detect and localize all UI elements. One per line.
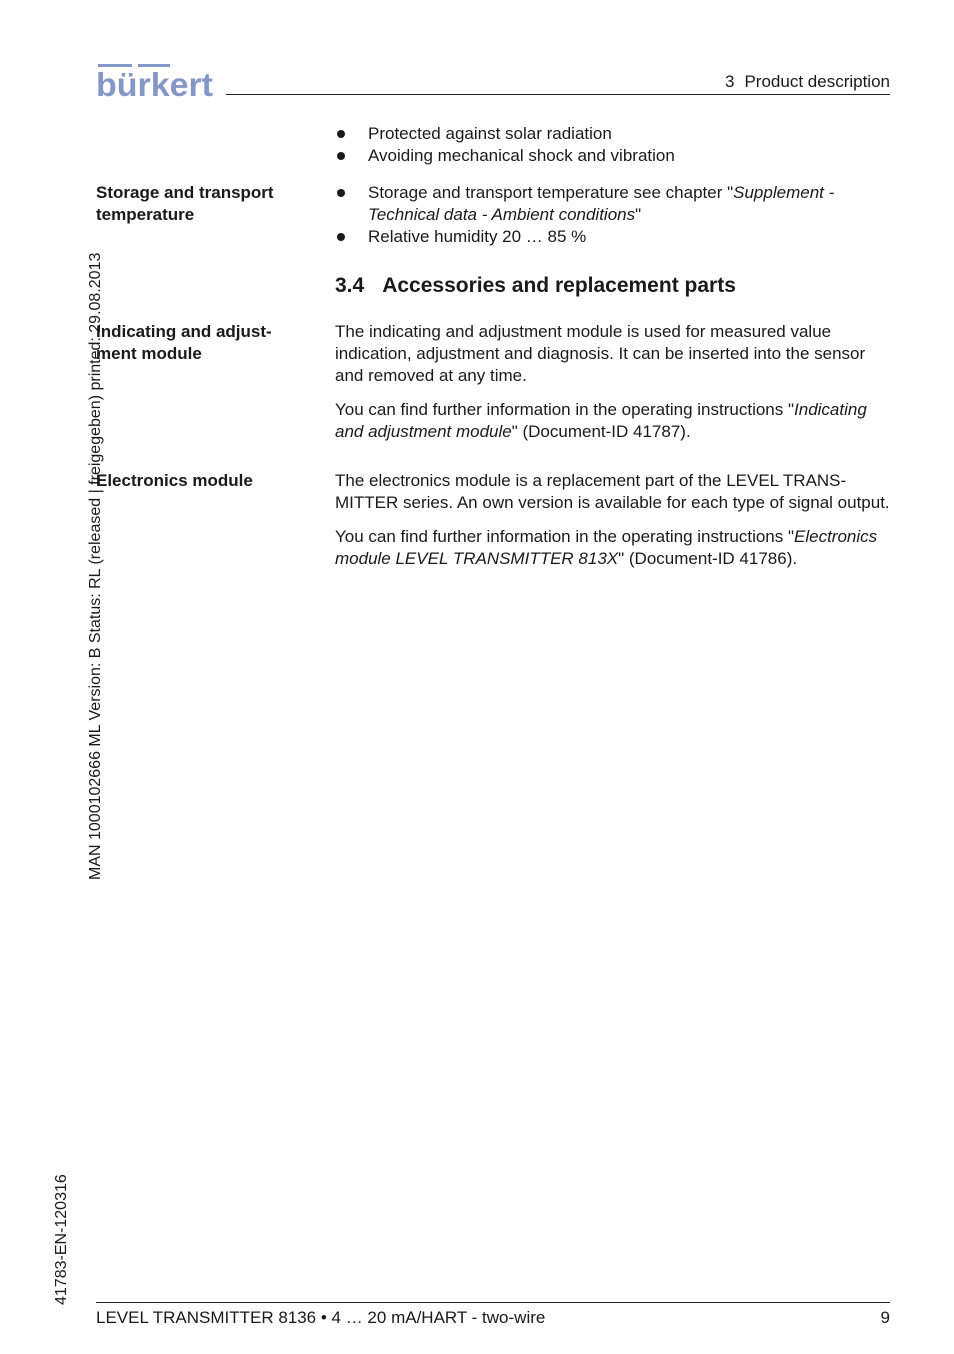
bullet-text: Avoiding mechanical shock and vibration (368, 146, 675, 165)
bullet-text: Protected against solar radiation (368, 124, 612, 143)
storage-temp-close: " (635, 205, 642, 224)
list-item (335, 226, 891, 248)
bullet-icon (337, 189, 345, 197)
indicating-body (335, 321, 891, 443)
running-header (725, 71, 890, 93)
indicating-label (96, 321, 316, 365)
humidity-text: Relative humidity 20 … 85 % (368, 227, 587, 246)
electronics-paragraph-1: The electronics module is a replacement part of the LEVEL TRANS-MITTER series. An own version is available for each type of signal output. (335, 471, 890, 512)
storage-label (96, 182, 316, 226)
electronics-ref-post: " (Document-ID 41786). (618, 549, 798, 568)
vertical-status-stamp: MAN 1000102666 ML Version: B Status: RL (released | freigegeben) printed: 29.08.2013 (87, 252, 104, 880)
electronics-label: Electronics module (96, 471, 253, 490)
electronics-paragraph-2 (335, 526, 891, 570)
indicating-ref-title: Indicating and adjustment module (335, 400, 867, 441)
indicating-label-line2: ment module (96, 344, 202, 363)
handling-bullets-block (335, 123, 891, 167)
electronics-ref-title: Electronics module LEVEL TRANSMITTER 813X (335, 527, 878, 568)
burkert-logo-graphic (96, 62, 214, 100)
storage-label-line1: Storage and transport (96, 183, 274, 202)
storage-bullets-block (335, 182, 891, 248)
indicating-paragraph-1: The indicating and adjustment module is used for measured value indication, adjustment and diagnosis. It can be inserted into the sensor and removed at any time. (335, 322, 866, 385)
storage-temp-text: Storage and transport temperature see chapter " (368, 183, 734, 202)
bullet-icon (337, 233, 345, 241)
storage-bullet-list (335, 182, 891, 248)
bullet-icon (337, 152, 345, 160)
section-number: 3.4 (335, 274, 365, 297)
storage-temp-reference: Supplement - Technical data - Ambient conditions (368, 183, 835, 224)
section-heading (335, 273, 736, 299)
electronics-body (335, 470, 891, 570)
page-number: 9 (880, 1308, 890, 1327)
logo-text: bürkert (96, 66, 214, 100)
chapter-title: Product description (744, 72, 890, 91)
indicating-paragraph-2 (335, 399, 891, 443)
list-item (335, 145, 891, 167)
burkert-logo (96, 62, 214, 100)
footer-rule (96, 1302, 890, 1303)
bullet-icon (337, 130, 345, 138)
storage-label-line2: temperature (96, 205, 195, 224)
list-item (335, 182, 891, 226)
header-rule (226, 94, 890, 95)
indicating-label-line1: Indicating and adjust- (96, 322, 272, 341)
list-item (335, 123, 891, 145)
footer-product: LEVEL TRANSMITTER 8136 • 4 … 20 mA/HART - two-wire (96, 1308, 546, 1327)
indicating-ref-post: " (Document-ID 41787). (511, 422, 691, 441)
electronics-ref-pre: You can find further information in the operating instructions " (335, 527, 795, 546)
chapter-number: 3 (725, 72, 735, 91)
vertical-doc-code: 41783-EN-120316 (53, 1174, 70, 1305)
handling-bullet-list (335, 123, 891, 167)
indicating-ref-pre: You can find further information in the operating instructions " (335, 400, 795, 419)
section-title: Accessories and replacement parts (382, 274, 736, 297)
